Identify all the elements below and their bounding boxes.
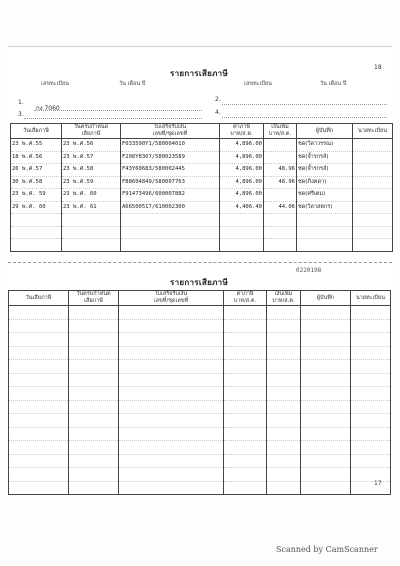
cell-receipt bbox=[119, 333, 224, 347]
col-tax-l1: ค่าภาษี bbox=[232, 124, 251, 130]
cell-surcharge bbox=[267, 373, 301, 387]
table-row bbox=[9, 414, 391, 428]
cell-recorder bbox=[301, 454, 351, 468]
cell-date: 26 พ.ศ.57 bbox=[11, 164, 62, 177]
cell-surcharge bbox=[264, 151, 297, 164]
dotted-line bbox=[24, 118, 202, 119]
cell-recorder bbox=[301, 427, 351, 441]
table-row bbox=[9, 468, 391, 482]
cell-date bbox=[9, 373, 69, 387]
cell-recorder bbox=[301, 306, 351, 320]
cell-due bbox=[69, 346, 119, 360]
cell-date bbox=[9, 306, 69, 320]
table-row bbox=[11, 151, 393, 164]
cell-registrar bbox=[351, 481, 391, 495]
col-tax-date: วันเสียภาษี bbox=[9, 291, 69, 306]
cell-registrar bbox=[351, 400, 391, 414]
table-row bbox=[11, 226, 393, 239]
table-row bbox=[11, 214, 393, 227]
cell-registrar bbox=[351, 333, 391, 347]
table-row bbox=[11, 176, 393, 189]
cell-tax bbox=[224, 481, 267, 495]
cell-registrar bbox=[351, 441, 391, 455]
cell-date bbox=[11, 226, 62, 239]
cell-due bbox=[69, 306, 119, 320]
entry-number-1: 1. bbox=[18, 99, 24, 106]
cell-receipt: F033590Y1/580004010 bbox=[121, 139, 220, 152]
cell-due: 23 พ.ศ. 60 bbox=[62, 189, 121, 202]
table-row bbox=[9, 427, 391, 441]
col-surcharge-l1: เงินเพิ่ม bbox=[271, 124, 289, 130]
cell-receipt bbox=[119, 373, 224, 387]
col-due-date-l1: วันครบกำหนด bbox=[73, 124, 109, 130]
cell-registrar bbox=[353, 226, 393, 239]
cell-receipt bbox=[119, 427, 224, 441]
cell-recorder: ชด(จ้ำรกรล์) bbox=[297, 151, 353, 164]
table-row bbox=[9, 454, 391, 468]
cell-tax: 4,896.00 bbox=[220, 189, 264, 202]
col-receipt bbox=[119, 291, 224, 306]
cell-surcharge bbox=[267, 387, 301, 401]
cell-recorder bbox=[301, 400, 351, 414]
cell-receipt bbox=[121, 214, 220, 227]
col-surcharge-l1: เงินเพิ่ม bbox=[274, 291, 293, 297]
col-surcharge-l2: บาท/ส.ต. bbox=[272, 298, 295, 304]
col-surcharge-l2: บาท/ส.ต. bbox=[268, 131, 292, 137]
cell-registrar bbox=[353, 164, 393, 177]
cell-date bbox=[9, 333, 69, 347]
cell-due bbox=[62, 239, 121, 252]
cell-receipt bbox=[121, 226, 220, 239]
table-row bbox=[11, 139, 393, 152]
cell-date bbox=[9, 468, 69, 482]
cell-recorder bbox=[301, 481, 351, 495]
table-row bbox=[11, 189, 393, 202]
tax-table-2 bbox=[8, 290, 391, 495]
cell-tax bbox=[224, 333, 267, 347]
dotted-line bbox=[222, 117, 387, 118]
cell-due bbox=[62, 214, 121, 227]
cell-receipt: F43Y60683/580002445 bbox=[121, 164, 220, 177]
cell-recorder bbox=[301, 468, 351, 482]
cell-tax: 4,406.40 bbox=[220, 201, 264, 214]
dotted-line bbox=[222, 104, 387, 105]
cell-surcharge bbox=[267, 400, 301, 414]
cell-tax bbox=[224, 400, 267, 414]
cell-surcharge bbox=[267, 360, 301, 374]
cell-registrar bbox=[351, 346, 391, 360]
cell-recorder bbox=[297, 226, 353, 239]
table-row bbox=[9, 360, 391, 374]
col-registrar: นายทะเบียน bbox=[353, 124, 393, 139]
cell-due bbox=[69, 400, 119, 414]
tax-table-1-body bbox=[11, 139, 393, 252]
cell-date: 23 พ.ศ.55 bbox=[11, 139, 62, 152]
dotted-line bbox=[34, 110, 202, 111]
cell-surcharge bbox=[267, 427, 301, 441]
cell-surcharge bbox=[264, 239, 297, 252]
cell-due bbox=[69, 360, 119, 374]
cell-surcharge bbox=[267, 346, 301, 360]
cell-date: 23 พ.ศ. 59 bbox=[11, 189, 62, 202]
cell-receipt bbox=[119, 481, 224, 495]
cell-due bbox=[69, 387, 119, 401]
entry-number-2: 2. bbox=[215, 96, 221, 103]
cell-tax bbox=[224, 360, 267, 374]
col-registrar: นายทะเบียน bbox=[351, 291, 391, 306]
cell-due: 23 พ.ศ. 61 bbox=[62, 201, 121, 214]
cell-date: 18 พ.ศ.56 bbox=[11, 151, 62, 164]
col-receipt-l2: เลขที่/ชุดเลขที่ bbox=[152, 131, 188, 137]
cell-surcharge bbox=[267, 454, 301, 468]
right-reg-label: เลขทะเบียน bbox=[244, 81, 272, 87]
cell-registrar bbox=[353, 176, 393, 189]
cell-due bbox=[69, 333, 119, 347]
cell-recorder bbox=[301, 441, 351, 455]
cell-surcharge bbox=[267, 319, 301, 333]
cell-surcharge bbox=[267, 441, 301, 455]
cell-date bbox=[9, 414, 69, 428]
cell-registrar bbox=[351, 414, 391, 428]
cell-date bbox=[9, 481, 69, 495]
cell-surcharge bbox=[264, 214, 297, 227]
cell-receipt: F91473496/600007882 bbox=[121, 189, 220, 202]
cell-surcharge bbox=[267, 481, 301, 495]
page-title: รายการเสียภาษี bbox=[170, 69, 229, 78]
table-row bbox=[9, 346, 391, 360]
registration-value: กง 7060 bbox=[36, 105, 60, 112]
cell-date bbox=[9, 441, 69, 455]
right-date-label: วัน เดือน ปี bbox=[320, 81, 347, 87]
cell-due bbox=[69, 373, 119, 387]
cell-recorder: ชด(จ้ำรกรล์) bbox=[297, 164, 353, 177]
cell-receipt: F88604849/580007763 bbox=[121, 176, 220, 189]
cell-due: 23 พ.ศ.58 bbox=[62, 164, 121, 177]
cell-due bbox=[69, 481, 119, 495]
cell-due bbox=[69, 427, 119, 441]
cell-tax: 4,896.00 bbox=[220, 176, 264, 189]
cell-tax: 4,896.00 bbox=[220, 151, 264, 164]
cell-registrar bbox=[351, 454, 391, 468]
cell-receipt bbox=[119, 454, 224, 468]
cell-registrar bbox=[351, 468, 391, 482]
cell-surcharge: 48.96 bbox=[264, 164, 297, 177]
cell-tax bbox=[224, 346, 267, 360]
cell-recorder: ชด(ศรีเตม) bbox=[297, 189, 353, 202]
cell-due: 23 พ.ศ.56 bbox=[62, 139, 121, 152]
cell-receipt bbox=[121, 239, 220, 252]
cell-tax bbox=[220, 214, 264, 227]
cell-receipt bbox=[119, 306, 224, 320]
cell-surcharge bbox=[267, 306, 301, 320]
cell-recorder bbox=[301, 319, 351, 333]
cell-registrar bbox=[353, 151, 393, 164]
cell-receipt: F208Y8307/580023589 bbox=[121, 151, 220, 164]
cell-surcharge bbox=[267, 333, 301, 347]
cell-tax bbox=[224, 427, 267, 441]
cell-recorder bbox=[301, 333, 351, 347]
table-row bbox=[9, 333, 391, 347]
table-row bbox=[11, 164, 393, 177]
left-reg-label: เลขทะเบียน bbox=[41, 81, 69, 87]
cell-tax bbox=[220, 239, 264, 252]
col-receipt bbox=[121, 124, 220, 139]
table-row bbox=[9, 387, 391, 401]
page-number-top: 18 bbox=[374, 64, 382, 71]
col-receipt-l1: ใบเสร็จรับเงิน bbox=[154, 291, 188, 297]
cell-registrar bbox=[351, 387, 391, 401]
cell-tax bbox=[220, 226, 264, 239]
cell-surcharge bbox=[267, 414, 301, 428]
col-recorder: ผู้บันทึก bbox=[301, 291, 351, 306]
col-tax-amount bbox=[224, 291, 267, 306]
cell-surcharge bbox=[264, 189, 297, 202]
table2-title: รายการเสียภาษี bbox=[170, 278, 229, 287]
cell-tax bbox=[224, 454, 267, 468]
col-receipt-l2: เลขที่/ชุดเลขที่ bbox=[153, 298, 189, 304]
cell-due bbox=[69, 441, 119, 455]
entry-number-3: 3. bbox=[18, 111, 24, 118]
cell-date: 29 พ.ศ. 60 bbox=[11, 201, 62, 214]
cell-recorder bbox=[301, 346, 351, 360]
left-date-label: วัน เดือน ปี bbox=[119, 81, 146, 87]
col-tax-date: วันเสียภาษี bbox=[11, 124, 62, 139]
col-due-date-l2: เสียภาษี bbox=[81, 131, 101, 137]
cell-date: 30 พ.ศ.58 bbox=[11, 176, 62, 189]
cell-recorder bbox=[301, 414, 351, 428]
cell-due bbox=[62, 226, 121, 239]
cell-date bbox=[9, 319, 69, 333]
page-separator bbox=[8, 262, 392, 263]
col-due-date bbox=[69, 291, 119, 306]
col-tax-l2: บาท/ส.ต. bbox=[233, 298, 257, 304]
cell-due bbox=[69, 454, 119, 468]
col-surcharge bbox=[267, 291, 301, 306]
cell-recorder bbox=[297, 239, 353, 252]
table-row bbox=[9, 373, 391, 387]
cell-recorder bbox=[297, 214, 353, 227]
cell-receipt: A66500517/610002300 bbox=[121, 201, 220, 214]
cell-recorder: ชด(ภิงคดา) bbox=[297, 176, 353, 189]
table2-code: 0220198 bbox=[296, 267, 322, 274]
cell-tax bbox=[224, 441, 267, 455]
cell-date bbox=[9, 387, 69, 401]
col-surcharge bbox=[264, 124, 297, 139]
table-row bbox=[9, 481, 391, 495]
cell-tax bbox=[224, 306, 267, 320]
cell-tax bbox=[224, 414, 267, 428]
cell-registrar bbox=[353, 239, 393, 252]
scanner-footer: Scanned by CamScanner bbox=[276, 545, 378, 554]
cell-date bbox=[9, 346, 69, 360]
cell-recorder: ชด(วิลาวรรณ) bbox=[297, 139, 353, 152]
cell-surcharge bbox=[264, 139, 297, 152]
cell-tax: 4,896.00 bbox=[220, 164, 264, 177]
cell-date bbox=[9, 427, 69, 441]
cell-due bbox=[69, 319, 119, 333]
cell-registrar bbox=[351, 319, 391, 333]
cell-registrar bbox=[351, 360, 391, 374]
col-tax-l1: ค่าภาษี bbox=[236, 291, 254, 297]
col-due-date-l2: เสียภาษี bbox=[84, 298, 103, 304]
col-due-date bbox=[62, 124, 121, 139]
cell-registrar bbox=[351, 306, 391, 320]
cell-registrar bbox=[351, 427, 391, 441]
cell-registrar bbox=[353, 201, 393, 214]
page-number-bottom: 17 bbox=[374, 480, 382, 487]
col-recorder: ผู้บันทึก bbox=[297, 124, 353, 139]
col-tax-amount bbox=[220, 124, 264, 139]
cell-date bbox=[9, 400, 69, 414]
cell-due bbox=[69, 468, 119, 482]
cell-receipt bbox=[119, 441, 224, 455]
cell-due: 23 พ.ศ.59 bbox=[62, 176, 121, 189]
cell-registrar bbox=[351, 373, 391, 387]
table-row bbox=[11, 201, 393, 214]
cell-date bbox=[9, 360, 69, 374]
col-receipt-l1: ใบเสร็จรับเงิน bbox=[153, 124, 187, 130]
cell-receipt bbox=[119, 387, 224, 401]
cell-tax bbox=[224, 387, 267, 401]
cell-tax bbox=[224, 319, 267, 333]
cell-receipt bbox=[119, 346, 224, 360]
table-row bbox=[9, 319, 391, 333]
cell-recorder bbox=[301, 373, 351, 387]
cell-tax bbox=[224, 373, 267, 387]
table-row bbox=[9, 306, 391, 320]
cell-surcharge bbox=[264, 226, 297, 239]
cell-registrar bbox=[353, 189, 393, 202]
table-row bbox=[9, 400, 391, 414]
table-row bbox=[9, 441, 391, 455]
cell-receipt bbox=[119, 400, 224, 414]
cell-surcharge: 48.96 bbox=[264, 176, 297, 189]
entry-number-4: 4. bbox=[215, 109, 221, 116]
tax-table-2-body bbox=[9, 306, 391, 495]
cell-registrar bbox=[353, 139, 393, 152]
cell-receipt bbox=[119, 414, 224, 428]
col-tax-l2: บาท/ส.ต. bbox=[230, 131, 253, 137]
cell-due: 23 พ.ศ.57 bbox=[62, 151, 121, 164]
cell-date bbox=[11, 239, 62, 252]
table-row bbox=[11, 239, 393, 252]
cell-surcharge: 44.06 bbox=[264, 201, 297, 214]
cell-date bbox=[11, 214, 62, 227]
col-due-date-l1: วันครบกำหนด bbox=[76, 291, 111, 297]
cell-surcharge bbox=[267, 468, 301, 482]
cell-recorder: ชด(วิลาสตกร) bbox=[297, 201, 353, 214]
cell-receipt bbox=[119, 319, 224, 333]
cell-recorder bbox=[301, 387, 351, 401]
cell-recorder bbox=[301, 360, 351, 374]
cell-tax bbox=[224, 468, 267, 482]
tax-table-1 bbox=[10, 123, 393, 252]
cell-due bbox=[69, 414, 119, 428]
cell-date bbox=[9, 454, 69, 468]
cell-tax: 4,896.00 bbox=[220, 139, 264, 152]
cell-receipt bbox=[119, 360, 224, 374]
cell-receipt bbox=[119, 468, 224, 482]
cell-registrar bbox=[353, 214, 393, 227]
